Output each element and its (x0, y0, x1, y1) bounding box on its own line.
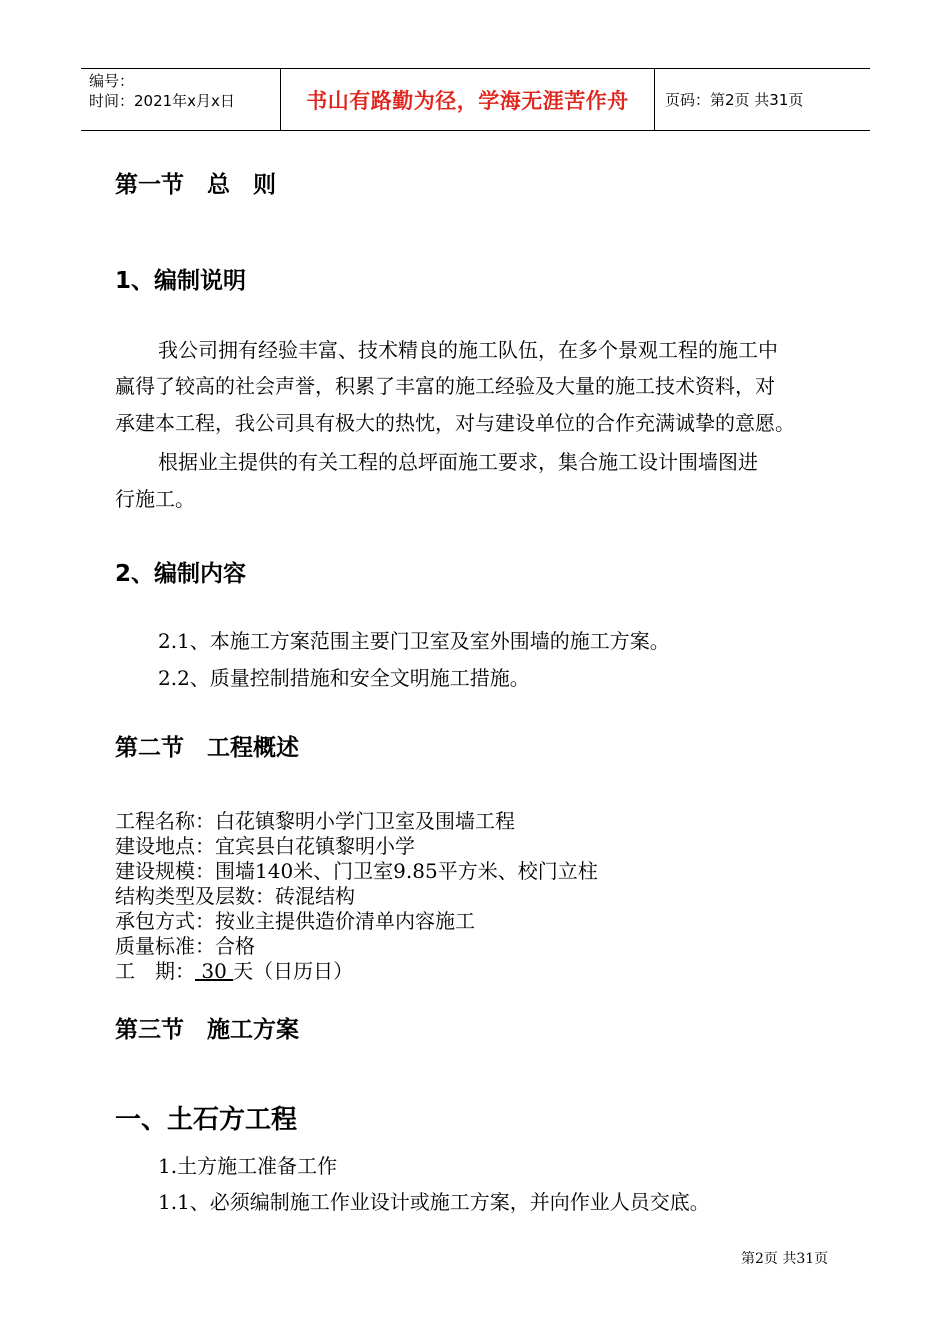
section-1-2-title: 2、编制内容 (115, 561, 247, 587)
project-info-line: 结构类型及层数：砖混结构 (115, 884, 355, 908)
paragraph-line: 行施工。 (115, 487, 195, 511)
document-number: 编号： (89, 72, 135, 90)
section-1-title: 第一节 总 则 (115, 172, 276, 198)
project-info-line: 建设地点：宜宾县白花镇黎明小学 (115, 834, 415, 858)
header-meta (81, 69, 281, 130)
project-info-line: 质量标准：合格 (115, 934, 255, 958)
list-item: 2.2、质量控制措施和安全文明施工措施。 (158, 666, 530, 690)
project-info-line: 承包方式：按业主提供造价清单内容施工 (115, 909, 475, 933)
project-period-label: 工 期： (115, 959, 195, 983)
list-item: 1.1、必须编制施工作业设计或施工方案，并向作业人员交底。 (158, 1190, 710, 1214)
paragraph-line: 我公司拥有经验丰富、技术精良的施工队伍，在多个景观工程的施工中 (158, 338, 778, 362)
section-2-title: 第二节 工程概述 (115, 735, 299, 761)
paragraph-line: 承建本工程，我公司具有极大的热忱，对与建设单位的合作充满诚挚的意愿。 (115, 411, 795, 435)
page-header (81, 68, 870, 131)
list-item: 1.土方施工准备工作 (158, 1154, 338, 1178)
paragraph-line: 赢得了较高的社会声誉，积累了丰富的施工经验及大量的施工技术资料，对 (115, 374, 775, 398)
project-period-value: 30 (195, 959, 234, 983)
header-motto: 书山有路勤为径，学海无涯苦作舟 (281, 69, 655, 130)
project-info-line: 建设规模：围墙140米、门卫室9.85平方米、校门立柱 (115, 859, 598, 883)
page-footer: 第2页 共31页 (741, 1251, 829, 1267)
section-1-1-title: 1、编制说明 (115, 268, 247, 294)
paragraph-line: 根据业主提供的有关工程的总坪面施工要求，集合施工设计围墙图进 (158, 450, 758, 474)
section-3-1-title: 一、土石方工程 (115, 1105, 298, 1135)
project-period-unit: 天（日历日） (233, 959, 354, 983)
header-page-number: 页码：第2页 共31页 (665, 91, 804, 109)
project-period (115, 958, 353, 984)
project-info-line: 工程名称：白花镇黎明小学门卫室及围墙工程 (115, 809, 515, 833)
document-time: 时间：2021年x月x日 (89, 92, 235, 110)
section-3-title: 第三节 施工方案 (115, 1017, 299, 1043)
list-item: 2.1、本施工方案范围主要门卫室及室外围墙的施工方案。 (158, 629, 670, 653)
